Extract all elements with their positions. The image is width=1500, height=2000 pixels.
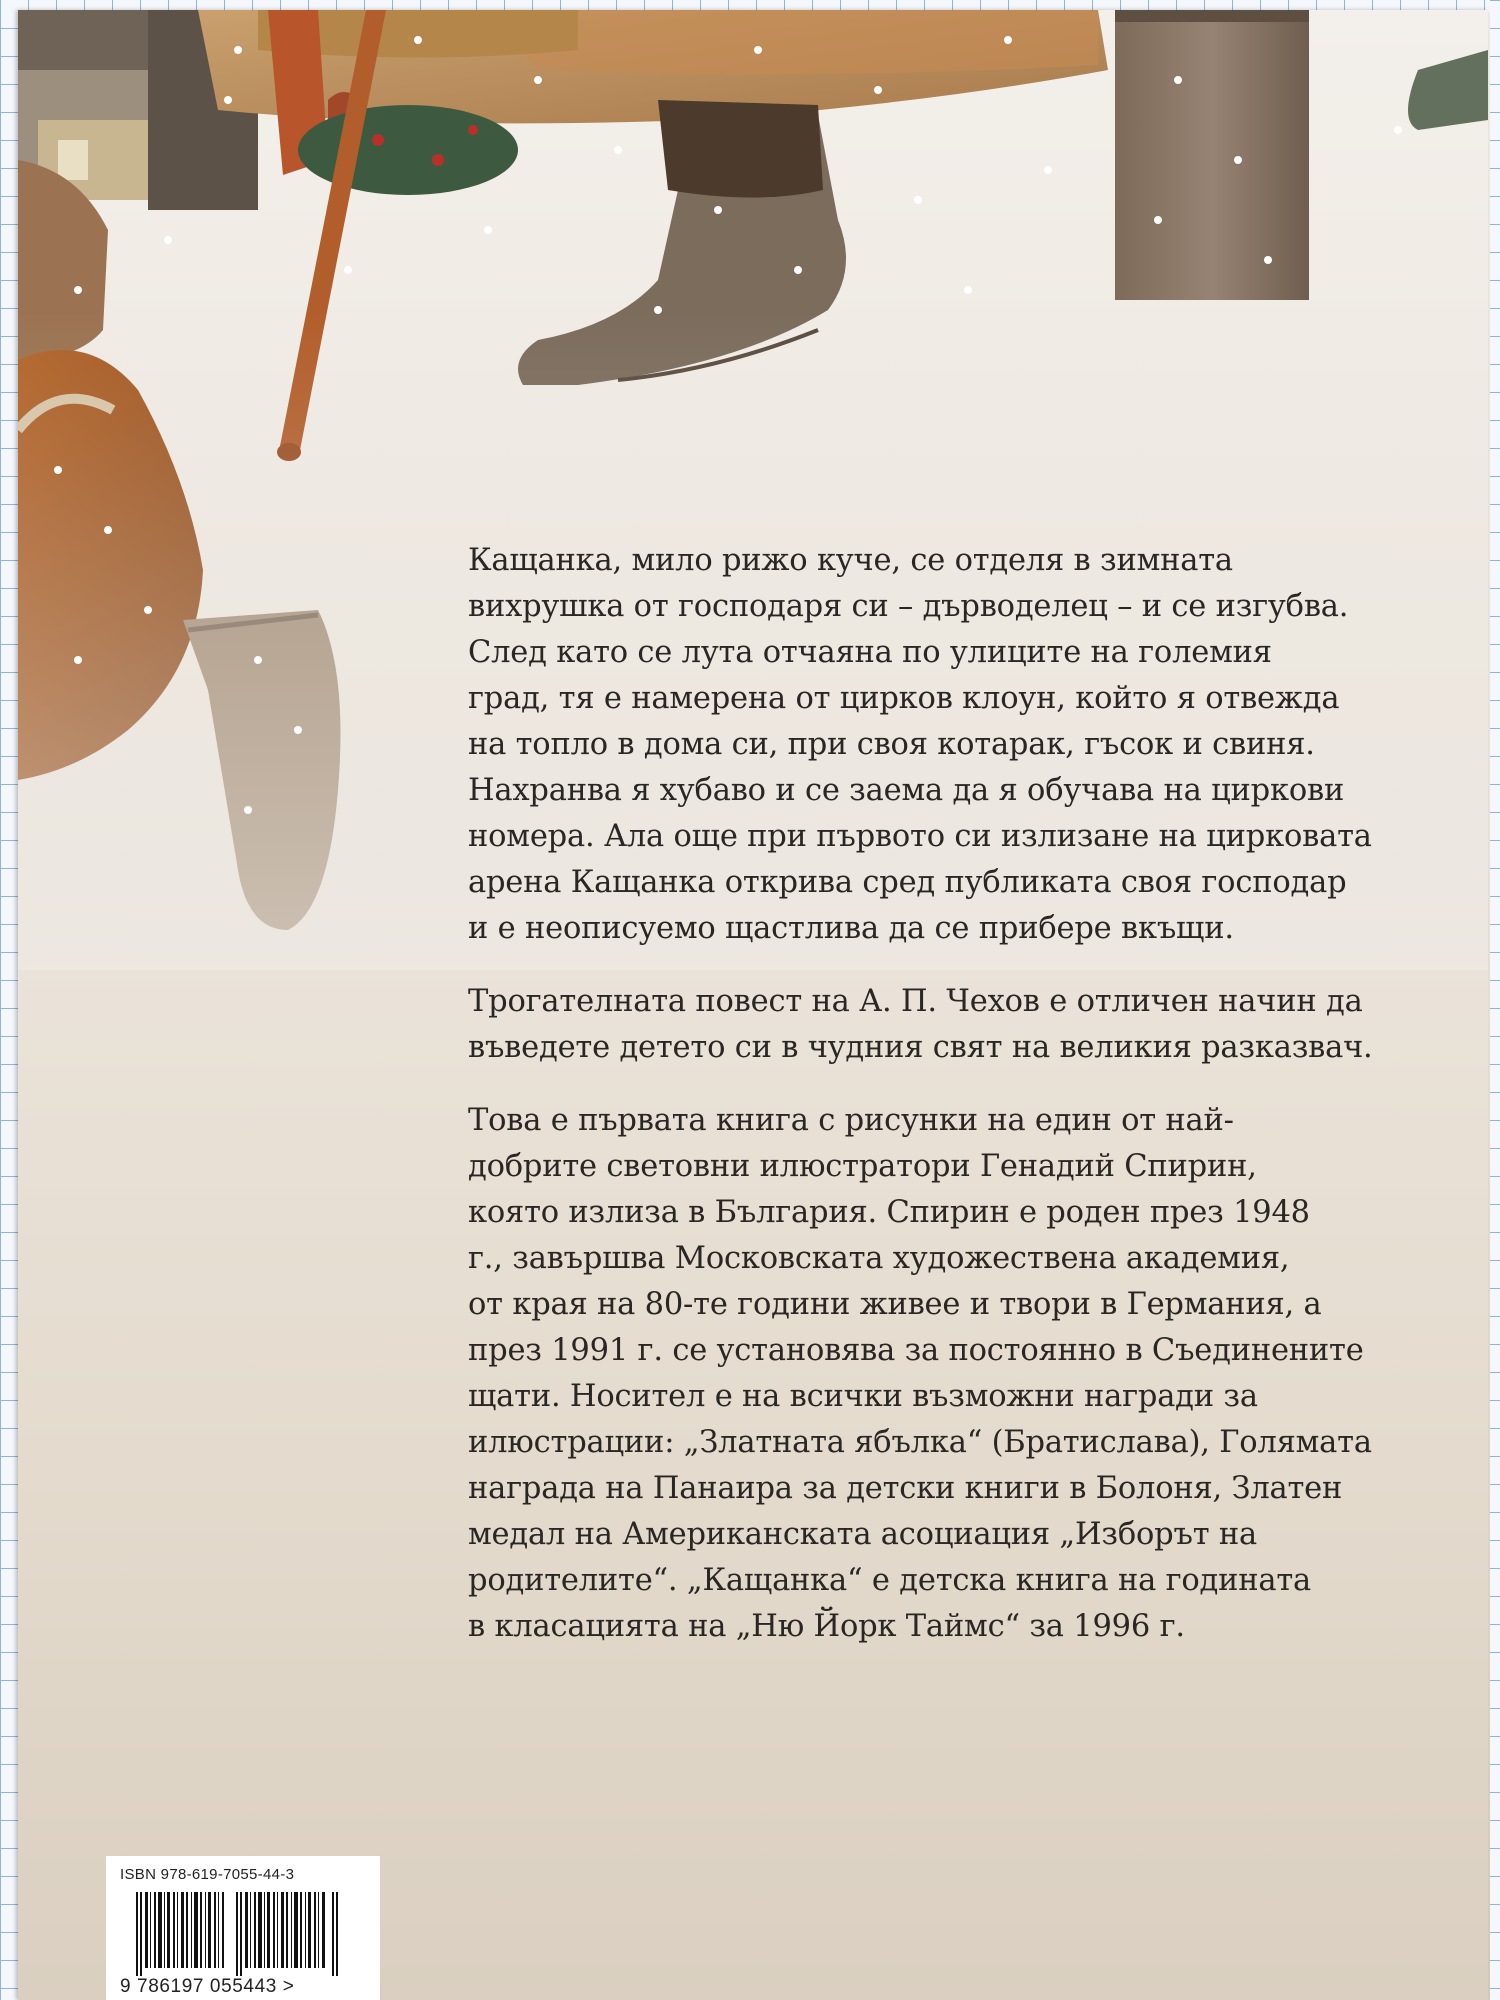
blurb-text (468, 538, 1468, 1677)
notebook-grid-paper-right (1490, 0, 1500, 2000)
trouser-cuff (658, 100, 823, 198)
blurb-paragraph-summary: Кащанка, мило рижо куче, се отделя в зимната вихрушка от господаря си – дърводелец – и се изгубва. След като се лута отчаяна по улиците на големия град, тя е намерена от цирков клоун, който я отвежда на топло в дома си, при своя котарак, гъсок и свиня. Нахранва я хубаво и се заема да я обучава на циркови номера. Ала още при първото си излизане на цирковата арена Кащанка открива сред публиката своя господар и е неописуемо щастлива да се прибере вкъщи. (468, 543, 1372, 946)
isbn-barcode (106, 1856, 380, 2000)
book-back-cover (18, 10, 1488, 2000)
wooden-post (1115, 10, 1309, 300)
distant-tree (1408, 50, 1488, 130)
holly-bush (298, 105, 518, 195)
blurb-paragraph-chekhov: Трогателната повест на А. П. Чехов е отличен начин да въведете детето си в чудния свят на великия разказвач. (468, 984, 1373, 1065)
isbn-label: ISBN 978-619-7055-44-3 (120, 1866, 295, 1883)
barcode-digits: 9 786197 055443 > (120, 1976, 295, 1997)
blurb-paragraph-illustrator: Това е първата книга с рисунки на един от най- добрите световни илюстратори Генадий Спирин, която излиза в България. Спирин е роден през 1948 г., завършва Московската художествена академия, от края на 80-те години живее и твори в Германия, а през 1991 г. се установява за постоянно в Съединените щати. Носител е на всички възможни награди за илюстрации: „Златната ябълка“ (Братислава), Голямата награда на Панаира за детски книги в Болоня, Златен медал на Американската асоциация „Изборът на родителите“. „Кащанка“ е детска книга на годината в класацията на „Ню Йорк Таймс“ за 1996 г. (468, 1103, 1372, 1644)
barcode-bars (136, 1892, 346, 1976)
